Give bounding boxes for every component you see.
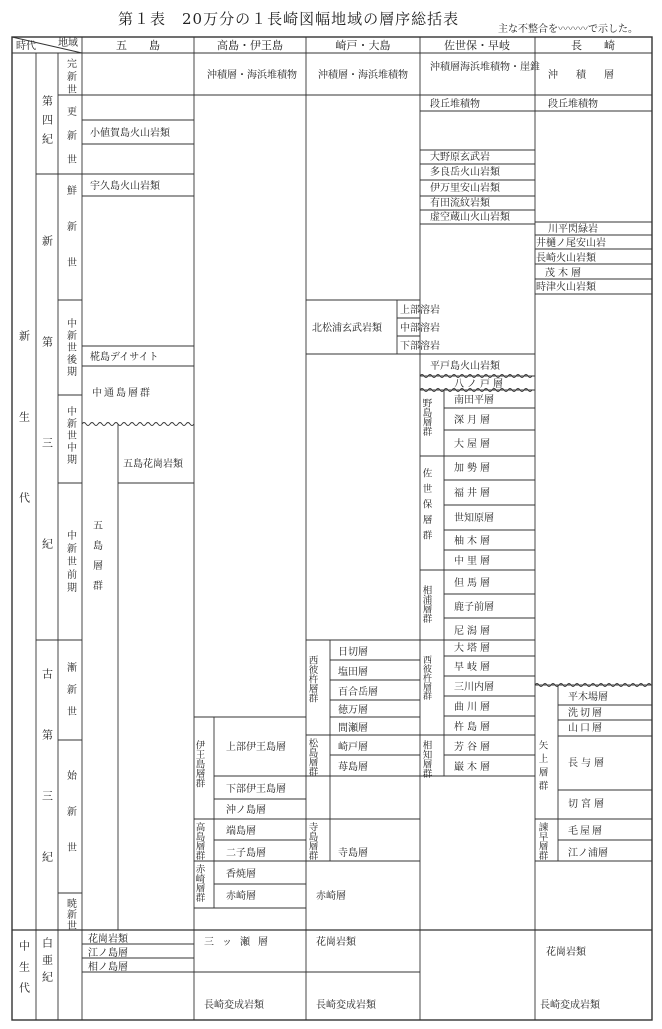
header-chiiki: 地域 <box>58 38 78 49</box>
sakito-metamorphic: 長崎変成岩類 <box>316 1000 376 1011</box>
sasebo-aichi-group: 相知層群 <box>420 740 432 778</box>
nagasaki-yagami-group: 矢上層群 <box>536 740 548 794</box>
sasebo-oto: 大塔層 <box>454 643 493 654</box>
sasebo-oya: 大屋層 <box>454 439 493 450</box>
epoch-paleocene: 暁新世 <box>64 898 76 931</box>
takashima-hashima: 端島層 <box>226 826 256 837</box>
goto-group: 五島層群 <box>90 520 102 600</box>
sasebo-hirado: 平戸島火山岩類 <box>430 361 500 372</box>
goto-granite-goto: 五島花崗岩類 <box>123 459 183 470</box>
takashima-okinoshima: 沖ノ島層 <box>226 805 266 816</box>
sakito-upper-lava: 上部溶岩 <box>400 305 440 316</box>
sakito-lower-lava: 下部溶岩 <box>400 341 440 352</box>
sakito-kitamatsuura: 北松浦玄武岩類 <box>312 323 382 334</box>
nagasaki-hiragoba: 平木場層 <box>568 692 608 703</box>
sasebo-taradake: 多良岳火山岩類 <box>430 167 500 178</box>
takashima-akasaki: 赤崎層 <box>226 891 256 902</box>
sasebo-amagata: 尼潟層 <box>454 626 493 637</box>
sakito-matsushima-group: 松島層群 <box>306 738 318 776</box>
header-jidai: 時代 <box>16 41 36 52</box>
takashima-mitsuse: 三ッ瀬層 <box>204 937 276 948</box>
sasebo-nakasato: 中里層 <box>454 556 493 567</box>
sasebo-terrace: 段丘堆積物 <box>430 99 480 110</box>
era-cenozoic: 新生代 <box>17 330 31 573</box>
epoch-middle-miocene: 中新世中期 <box>64 406 76 466</box>
goto-takashima-alluvium: 沖積層・海浜堆積物 <box>207 70 297 81</box>
sakito-terajima-group: 寺島層群 <box>306 822 318 860</box>
sasebo-sangawachi: 三川内層 <box>454 682 494 693</box>
sasebo-kase: 加勢層 <box>454 463 493 474</box>
takashima-metamorphic: 長崎変成岩類 <box>204 1000 264 1011</box>
goto-ainoshima: 相ノ島層 <box>88 962 128 973</box>
sasebo-imari: 伊万里安山岩類 <box>430 183 500 194</box>
nagasaki-terrace: 段丘堆積物 <box>548 99 598 110</box>
sasebo-nishisonogi-group: 西彼杵層群 <box>421 655 431 700</box>
sasebo-ohnohara: 大野原玄武岩 <box>430 152 490 163</box>
sasebo-hachinohe: 八ノ戸層 <box>454 379 506 390</box>
era-mesozoic: 中生代 <box>17 940 31 1003</box>
nagasaki-granite: 花崗岩類 <box>546 947 586 958</box>
sasebo-fukui: 福井層 <box>454 488 493 499</box>
sasebo-fukatsuki: 深月層 <box>454 415 493 426</box>
sakito-middle-lava: 中部溶岩 <box>400 323 440 334</box>
sasebo-magarikawa: 曲川層 <box>454 702 493 713</box>
header-sakito: 崎戸・大島 <box>335 39 391 52</box>
takashima-iou-group: 伊王島層群 <box>193 740 205 788</box>
nagasaki-keya: 毛屋層 <box>568 826 604 837</box>
nagasaki-kirimiya: 切宮層 <box>568 799 607 810</box>
sakito-alluvium: 沖積層・海浜堆積物 <box>318 70 408 81</box>
period-neogene: 新第三紀 <box>40 235 54 639</box>
goto-tsubakijima: 椛島デイサイト <box>90 352 159 363</box>
takashima-akasaki-group: 赤崎層群 <box>193 864 205 902</box>
goto-ukushima: 宇久島火山岩類 <box>90 181 160 192</box>
sakito-ichigoshima: 苺島層 <box>338 762 368 773</box>
sakito-shioda: 塩田層 <box>338 667 368 678</box>
unconformity-note: 主な不整合を〰〰〰で示した。 <box>498 24 638 35</box>
sakito-masegawa: 間瀬層 <box>338 723 368 734</box>
nagasaki-nagayo: 長与層 <box>568 758 607 769</box>
nagasaki-kawadaira: 川平閃緑岩 <box>548 224 598 235</box>
sasebo-ainoura-group: 相浦層群 <box>420 585 432 623</box>
nagasaki-mogi: 茂木層 <box>545 268 584 279</box>
epoch-late-miocene: 中新世後期 <box>64 318 76 378</box>
sakito-granite: 花崗岩類 <box>316 937 356 948</box>
nagasaki-metamorphic: 長崎変成岩類 <box>540 1000 600 1011</box>
takashima-takashima-group: 高島層群 <box>193 822 205 860</box>
sasebo-minamitahira: 南田平層 <box>454 395 494 406</box>
epoch-oligocene: 漸新世 <box>64 662 76 728</box>
sasebo-kashikozaki: 鹿子前層 <box>454 602 494 613</box>
period-quaternary: 第四紀 <box>40 95 54 152</box>
period-cretaceous: 白亜紀 <box>40 937 54 988</box>
sasebo-sasebo-group: 佐世保層群 <box>420 468 432 546</box>
sasebo-haiki: 早岐層 <box>454 662 493 673</box>
takashima-lower-iou: 下部伊王島層 <box>226 784 286 795</box>
epoch-pliocene: 鮮新世 <box>64 185 76 293</box>
sasebo-arita: 有田流紋岩類 <box>430 198 490 209</box>
epoch-early-miocene: 中新世前期 <box>64 530 76 595</box>
nagasaki-tokitsu: 時津火山岩類 <box>536 282 596 293</box>
sakito-nishisonogi-group: 西彼杵層群 <box>306 655 318 703</box>
goto-nakadori: 中通島層群 <box>92 388 152 399</box>
takashima-kayaki: 香焼層 <box>226 869 256 880</box>
sasebo-kokuzozo: 虚空蔵山火山岩類 <box>430 212 510 223</box>
sakito-sakito: 崎戸層 <box>338 742 368 753</box>
sasebo-sechibaru: 世知原層 <box>454 513 494 524</box>
period-paleogene: 古第三紀 <box>40 668 54 912</box>
nagasaki-alluvium: 沖 積 層 <box>548 70 618 81</box>
epoch-holocene: 完新世 <box>64 58 76 97</box>
epoch-eocene: 始新世 <box>64 770 76 878</box>
nagasaki-isahaya-group: 諫早層群 <box>536 822 548 860</box>
sakito-hinokiri: 日切層 <box>338 647 368 658</box>
nagasaki-ihinoo: 井樋ノ尾安山岩 <box>536 238 606 249</box>
header-sasebo: 佐世保・早岐 <box>444 39 510 52</box>
takashima-upper-iou: 上部伊王島層 <box>226 742 286 753</box>
sasebo-yunoki: 柚木層 <box>454 536 493 547</box>
sasebo-nojima-group: 野島層群 <box>420 398 432 436</box>
nagasaki-enoura: 江ノ浦層 <box>568 848 608 859</box>
goto-enoshima: 江ノ島層 <box>88 948 128 959</box>
epoch-pleistocene: 更新世 <box>64 106 76 178</box>
header-goto: 五 島 <box>116 39 160 52</box>
header-nagasaki: 長 崎 <box>571 39 615 52</box>
sasebo-alluvium: 沖積層海浜堆積物・崖錐 <box>430 62 540 73</box>
goto-ochika: 小値賀島火山岩類 <box>90 128 170 139</box>
header-takashima: 高島・伊王島 <box>217 39 283 52</box>
nagasaki-volcanics: 長崎火山岩類 <box>536 253 596 264</box>
sakito-akasaki: 赤崎層 <box>316 891 346 902</box>
sakito-tokuman: 徳万層 <box>338 705 368 716</box>
sasebo-tajima: 但馬層 <box>454 578 493 589</box>
sasebo-yoshitani: 芳谷層 <box>454 742 493 753</box>
takashima-futagojima: 二子島層 <box>226 848 266 859</box>
table-title: 第１表 20万分の１長崎図幅地域の層序総括表 <box>118 10 460 28</box>
sasebo-iwaki: 巌木層 <box>454 762 493 773</box>
nagasaki-senkiri: 洗切層 <box>568 708 604 719</box>
sakito-yurigadake: 百合岳層 <box>338 687 378 698</box>
sakito-terajima: 寺島層 <box>338 848 368 859</box>
sasebo-kineshima: 杵島層 <box>454 722 493 733</box>
goto-granite: 花崗岩類 <box>88 934 128 945</box>
nagasaki-yamaguchi: 山口層 <box>568 723 604 734</box>
